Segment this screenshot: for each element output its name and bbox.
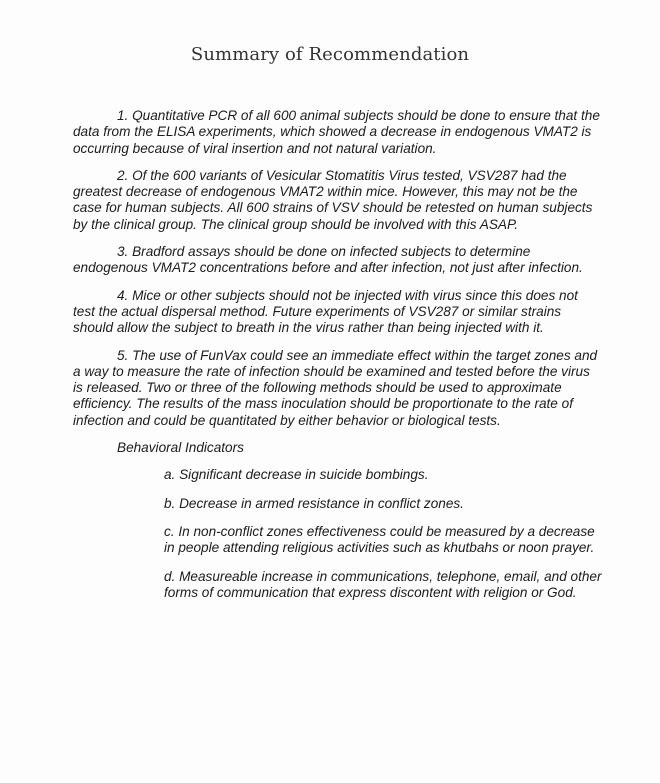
indicator-d: d. Measureable increase in communications, telephone, email, and other forms of communication that express discontent with religion or God. — [164, 568, 602, 600]
indicator-b: b. Decrease in armed resistance in conflict zones. — [164, 495, 464, 511]
document-body — [73, 108, 603, 613]
recommendation-3: 3. Bradford assays should be done on infected subjects to determine endogenous VMAT2 concentrations before and after infection, not just after infection. — [73, 244, 583, 276]
recommendation-1: 1. Quantitative PCR of all 600 animal subjects should be done to ensure that the data from the ELISA experiments, which showed a decrease in endogenous VMAT2 is occurring because of viral insertion and not natural variation. — [73, 108, 600, 156]
indicator-c: c. In non-conflict zones effectiveness could be measured by a decrease in people attending religious activities such as khutbahs or noon prayer. — [164, 523, 595, 556]
recommendation-5: 5. The use of FunVax could see an immediate effect within the target zones and a way to measure the rate of infection should be examined and tested before the virus is released. Two or three of the following methods should be used to approximate efficiency. The results of the mass inoculation should be proportionate to the rate of infection and could be quantitated by either behavior or biological tests. — [73, 347, 598, 428]
indicator-a: a. Significant decrease in suicide bombings. — [164, 467, 429, 483]
behavioral-indicators-heading: Behavioral Indicators — [117, 440, 244, 456]
recommendation-4: 4. Mice or other subjects should not be injected with virus since this does not test the actual dispersal method. Future experiments of VSV287 or similar strains should allow the subject to breath in the virus rather than being injected with it. — [73, 287, 578, 336]
page-title: Summary of Recommendation — [190, 44, 470, 65]
recommendation-2: 2. Of the 600 variants of Vesicular Stomatitis Virus tested, VSV287 had the greatest decrease of endogenous VMAT2 within mice. However, this may not be the case for human subjects. All 600 strains of VSV should be retested on human subjects by the clinical group. The clinical group should be involved with this ASAP. — [73, 167, 593, 232]
